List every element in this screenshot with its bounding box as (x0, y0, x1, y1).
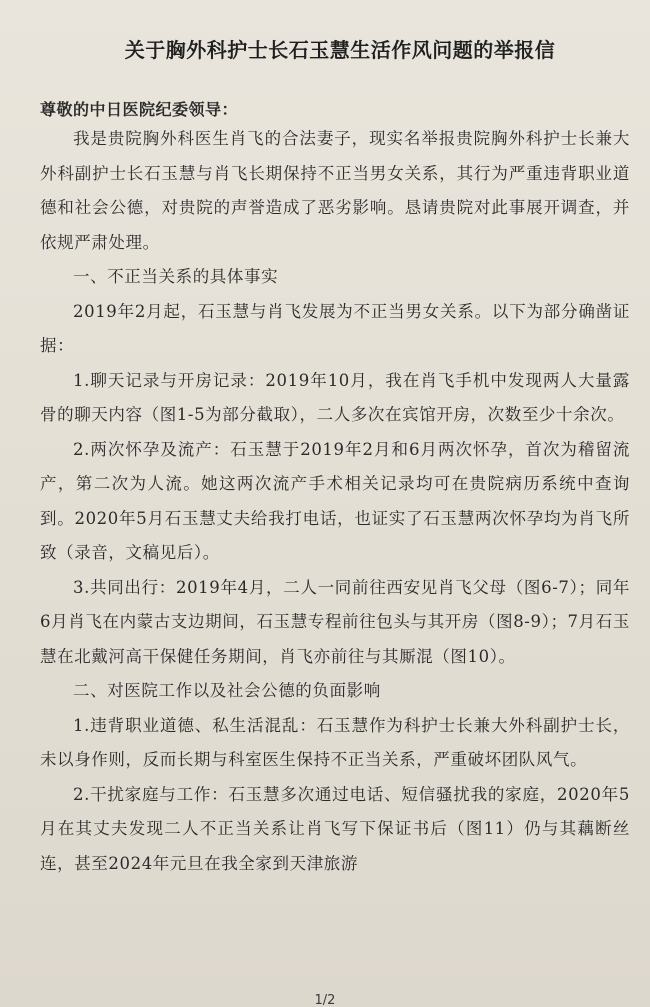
paragraph-evidence-1: 1.聊天记录与开房记录：2019年10月，我在肖飞手机中发现两人大量露骨的聊天内容（图1-5为部分截取），二人多次在宾馆开房，次数至少十余次。 (40, 370, 630, 424)
paragraph-impact-1: 1.违背职业道德、私生活混乱：石玉慧作为科护士长兼大外科副护士长，未以身作则，反而长期与科室医生保持不正当关系，严重破坏团队风气。 (40, 715, 630, 769)
intro-paragraph: 我是贵院胸外科医生肖飞的合法妻子，现实名举报贵院胸外科护士长兼大外科副护士长石玉慧与肖飞长期保持不正当男女关系，其行为严重违背职业道德和社会公德，对贵院的声誉造成了恶劣影响。恳请贵院对此事展开调查，并依规严肃处理。 (40, 129, 630, 252)
paragraph-evidence-intro: 2019年2月起，石玉慧与肖飞发展为不正当男女关系。以下为部分确凿证据： (40, 301, 630, 355)
section-heading-2: 二、对医院工作以及社会公德的负面影响 (73, 681, 381, 700)
letter-body (40, 28, 630, 881)
page-number: 1/2 (314, 993, 336, 1007)
section-heading-1: 一、不正当关系的具体事实 (73, 267, 279, 286)
salutation: 尊敬的中日医院纪委领导： (40, 100, 239, 119)
paragraph-impact-2: 2.干扰家庭与工作：石玉慧多次通过电话、短信骚扰我的家庭，2020年5月在其丈夫发现二人不正当关系让肖飞写下保证书后（图11）仍与其藕断丝连，甚至2024年元旦在我全家到天津旅游 (40, 784, 630, 873)
letter-title: 关于胸外科护士长石玉慧生活作风问题的举报信 (124, 38, 556, 62)
paragraph-evidence-2: 2.两次怀孕及流产：石玉慧于2019年2月和6月两次怀孕，首次为稽留流产，第二次为人流。她这两次流产手术相关记录均可在贵院病历系统中查询到。2020年5月石玉慧丈夫给我打电话，也证实了石玉慧两次怀孕均为肖飞所致（录音，文稿见后）。 (40, 439, 630, 562)
paragraph-evidence-3: 3.共同出行：2019年4月，二人一同前往西安见肖飞父母（图6-7）；同年6月肖飞在内蒙古支边期间，石玉慧专程前往包头与其开房（图8-9）；7月石玉慧在北戴河高干保健任务期间，肖飞亦前往与其厮混（图10）。 (40, 577, 630, 666)
